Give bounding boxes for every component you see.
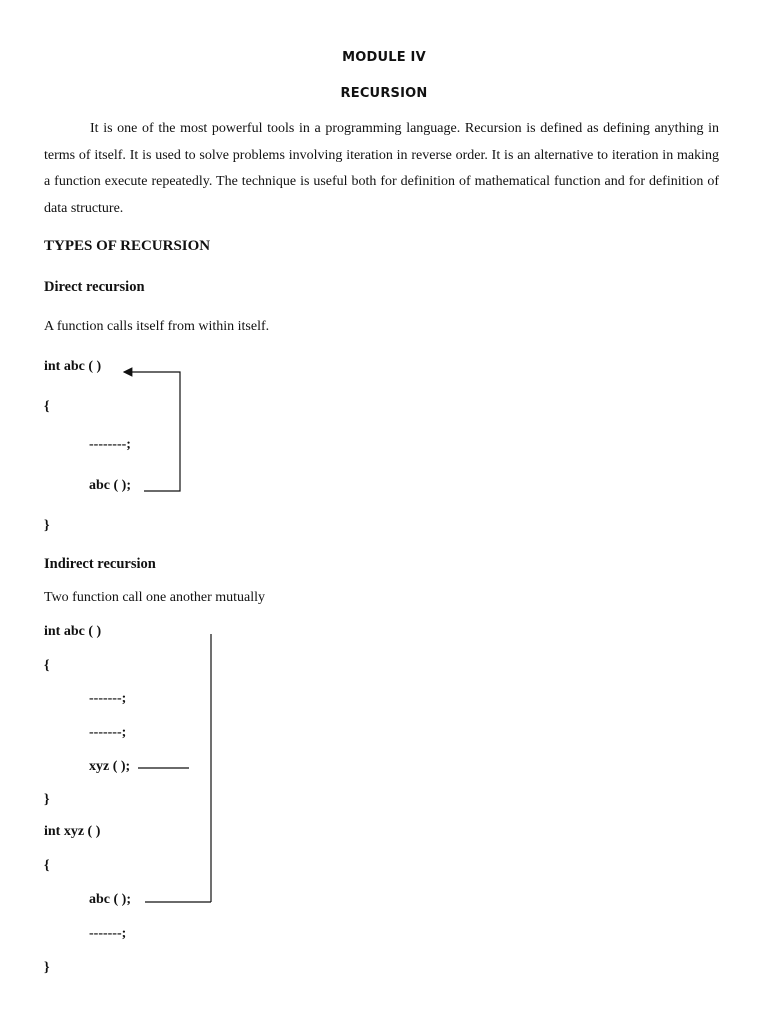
direct-heading: Direct recursion — [44, 279, 145, 295]
indirect-code-line: abc ( ); — [89, 892, 131, 907]
indirect-description: Two function call one another mutually — [44, 590, 266, 605]
indirect-heading: Indirect recursion — [44, 556, 156, 572]
indirect-code-line: int xyz ( ) — [44, 824, 101, 839]
direct-description: A function calls itself from within itself. — [44, 319, 270, 334]
indirect-code-line: xyz ( ); — [89, 759, 131, 774]
indirect-code-line: { — [44, 658, 50, 673]
indirect-code-line: -------; — [89, 691, 127, 706]
types-heading: TYPES OF RECURSION — [44, 238, 211, 254]
indirect-code-line: -------; — [89, 926, 127, 941]
indirect-code-line: } — [44, 792, 50, 807]
direct-recursion-arrow — [124, 372, 180, 491]
direct-code-line: abc ( ); — [89, 478, 131, 493]
direct-code-line: --------; — [89, 437, 131, 452]
indirect-code-line: -------; — [89, 725, 127, 740]
section-title: RECURSION — [340, 86, 428, 101]
intro-text: It is one of the most powerful tools in a programming language. Recursion is defined as defining anything in terms of itself. It is used to solve problems involving iteration in reverse order. It is an alternative to iteration in making a function execute repeatedly. The technique is useful both for definition of mathematical function and for definition of data structure. — [44, 121, 719, 216]
direct-code-line: { — [44, 399, 50, 414]
indirect-code-line: { — [44, 858, 50, 873]
indirect-code-line: int abc ( ) — [44, 624, 102, 639]
direct-code-line: } — [44, 518, 50, 533]
module-title: MODULE IV — [342, 50, 426, 65]
direct-code-line: int abc ( ) — [44, 359, 102, 374]
indirect-code-line: } — [44, 960, 50, 975]
